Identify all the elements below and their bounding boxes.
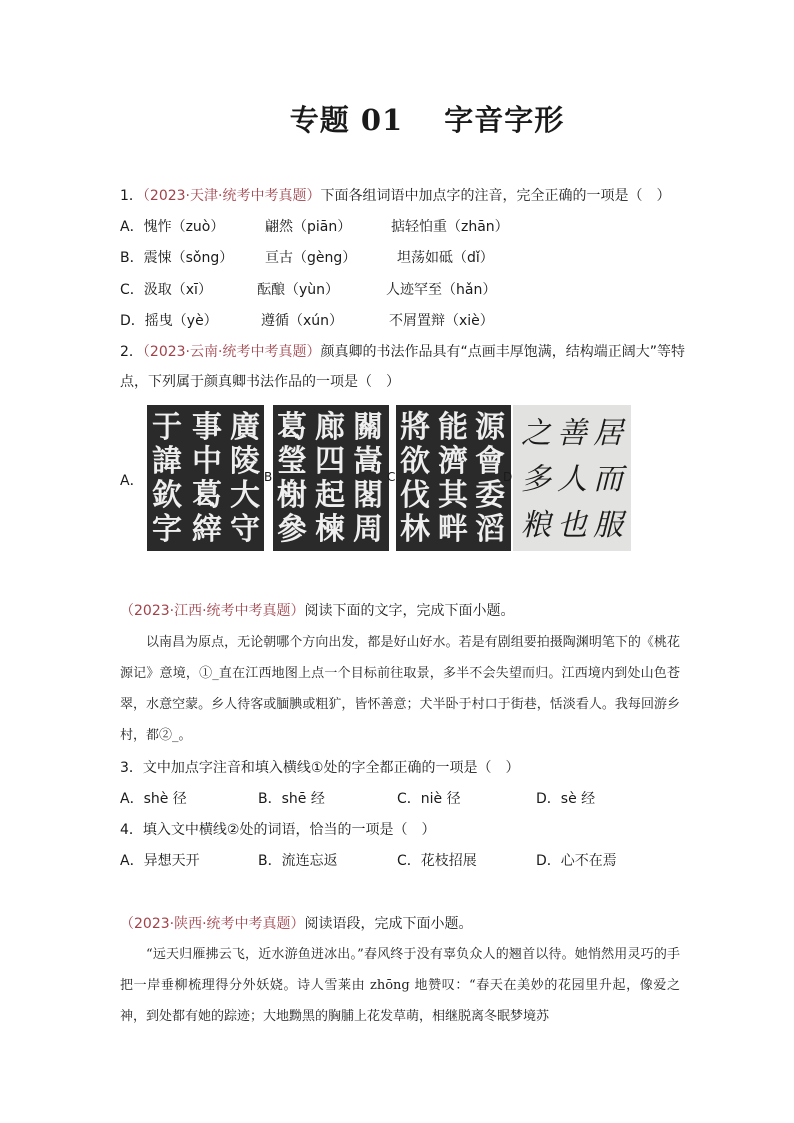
glyph: 服: [593, 508, 623, 543]
question-source: （2023·江西·统考中考真题）: [120, 603, 305, 619]
glyph: 諱: [152, 444, 182, 479]
option-label-b[interactable]: B: [264, 470, 273, 484]
glyph: 周: [353, 512, 383, 547]
glyph: 閣: [353, 478, 383, 513]
option-d-2[interactable]: 遵循（xún）: [261, 313, 344, 329]
glyph: 葛: [277, 410, 307, 445]
glyph: 也: [557, 508, 587, 543]
q3-option-b[interactable]: B．shē 经: [258, 791, 325, 807]
option-c-2[interactable]: 酝酿（yùn）: [257, 282, 340, 298]
option-d-3[interactable]: 不屑置辩（xiè）: [389, 313, 494, 329]
option-a-1[interactable]: A．愧怍（zuò）: [120, 219, 225, 235]
glyph: 委: [475, 478, 505, 513]
glyph: 欲: [400, 444, 430, 479]
q3-option-d[interactable]: D．sè 经: [536, 791, 596, 807]
question-source: （2023·陕西·统考中考真题）: [120, 916, 305, 932]
option-label-a[interactable]: A．: [120, 473, 144, 489]
jiangxi-header: [120, 601, 515, 621]
glyph: 濟: [438, 444, 468, 479]
question-text: 颜真卿的书法作品具有“点画丰厚饱满，结构端正阔大”等特: [320, 344, 685, 360]
option-c-1[interactable]: C．汲取（xī）: [120, 282, 212, 298]
glyph: 之: [521, 416, 551, 451]
glyph: 瑩: [277, 444, 307, 479]
question-4-stem: 4．填入文中横线②处的词语，恰当的一项是（ ）: [120, 822, 436, 838]
page-title: 专题 01 字音字形: [289, 103, 565, 137]
question-number: 1．: [120, 188, 143, 204]
option-a-3[interactable]: 掂轻怕重（zhān）: [391, 219, 509, 235]
glyph: 會: [475, 444, 505, 479]
glyph: 能: [438, 410, 468, 445]
glyph: 事: [192, 410, 222, 445]
glyph: 中: [192, 444, 222, 479]
question-text: 下面各组词语中加点字的注音，完全正确的一项是（ ）: [320, 188, 671, 204]
glyph: 嵩: [353, 444, 383, 479]
shaanxi-header: [120, 914, 473, 934]
glyph: 字: [152, 512, 182, 547]
glyph: 榭: [277, 478, 307, 513]
q3-option-c[interactable]: C．niè 径: [397, 791, 461, 807]
option-b-1[interactable]: B．震悚（sǒng）: [120, 250, 234, 266]
glyph: 善: [557, 416, 587, 451]
glyph: 廣: [230, 410, 260, 445]
q4-option-c[interactable]: C．花枝招展: [397, 853, 477, 869]
calligraphy-image-a[interactable]: [147, 405, 264, 551]
q3-option-a[interactable]: A．shè 径: [120, 791, 187, 807]
glyph: 廊: [315, 410, 345, 445]
glyph: 畔: [438, 512, 468, 547]
group-intro: 阅读语段，完成下面小题。: [304, 916, 473, 932]
option-d-1[interactable]: D．摇曳（yè）: [120, 313, 218, 329]
glyph: 縡: [192, 512, 222, 547]
glyph: 起: [315, 478, 345, 513]
glyph: 源: [475, 410, 505, 445]
calligraphy-image-b[interactable]: [273, 405, 389, 551]
glyph: 葛: [192, 478, 222, 513]
glyph: 守: [230, 512, 260, 547]
glyph: 人: [557, 462, 587, 497]
glyph: 居: [593, 416, 623, 451]
question-2-stem-cont: 点，下列属于颜真卿书法作品的一项是（ ）: [120, 374, 400, 390]
question-number: 2．: [120, 344, 143, 360]
glyph: 其: [438, 478, 468, 513]
question-source: （2023·天津·统考中考真题）: [142, 188, 321, 204]
option-b-3[interactable]: 坦荡如砥（dǐ）: [397, 250, 494, 266]
glyph: 大: [230, 478, 260, 513]
group-intro: 阅读下面的文字，完成下面小题。: [304, 603, 515, 619]
glyph: 四: [315, 444, 345, 479]
glyph: 陵: [230, 444, 260, 479]
question-3-stem: 3．文中加点字注音和填入横线①处的字全都正确的一项是（ ）: [120, 760, 520, 776]
glyph: 滔: [475, 512, 505, 547]
shaanxi-passage: “远天归雁拂云飞，近水游鱼迸冰出。”春风终于没有辜负众人的翘首以待。她悄然用灵巧的手把一岸垂柳梳理得分外妖娆。诗人雪莱由 zhōng 地赞叹：“春天在美妙的花园里升起，像爱之神，到处都有她的踪迹；大地黝黑的胸脯上花发草萌，相继脱离冬眠梦境苏: [120, 947, 680, 1024]
option-b-2[interactable]: 亘古（gèng）: [265, 250, 357, 266]
glyph: 而: [593, 462, 623, 497]
option-label-d[interactable]: D: [503, 470, 513, 484]
glyph: 粮: [521, 508, 551, 543]
q4-option-b[interactable]: B．流连忘返: [258, 853, 338, 869]
q4-option-a[interactable]: A．异想天开: [120, 853, 200, 869]
glyph: 伐: [400, 478, 430, 513]
glyph: 關: [353, 410, 383, 445]
glyph: 于: [152, 410, 182, 445]
glyph: 楝: [315, 512, 345, 547]
question-1-stem: [120, 186, 670, 206]
q4-option-d[interactable]: D．心不在焉: [536, 853, 617, 869]
option-label-c[interactable]: C: [387, 470, 396, 484]
glyph: 多: [521, 462, 551, 497]
glyph: 林: [400, 512, 430, 547]
option-a-2[interactable]: 翩然（piān）: [265, 219, 352, 235]
calligraphy-image-d[interactable]: [513, 405, 631, 551]
jiangxi-passage: 以南昌为原点，无论朝哪个方向出发，都是好山好水。若是有剧组要拍摄陶渊明笔下的《桃花源记》意境，①_直在江西地图上点一个目标前往取景，多半不会失望而归。江西境内到处山色苍翠，水意空蒙。乡人待客或腼腆或粗犷，皆怀善意；犬半卧于村口于街巷，恬淡看人。我每回游乡村，都②_。: [120, 635, 680, 743]
question-2-stem: [120, 342, 685, 362]
option-c-3[interactable]: 人迹罕至（hǎn）: [386, 282, 497, 298]
glyph: 欽: [152, 478, 182, 513]
glyph: 參: [277, 512, 307, 547]
calligraphy-image-c[interactable]: [396, 405, 511, 551]
glyph: 將: [400, 410, 430, 445]
question-source: （2023·云南·统考中考真题）: [142, 344, 321, 360]
